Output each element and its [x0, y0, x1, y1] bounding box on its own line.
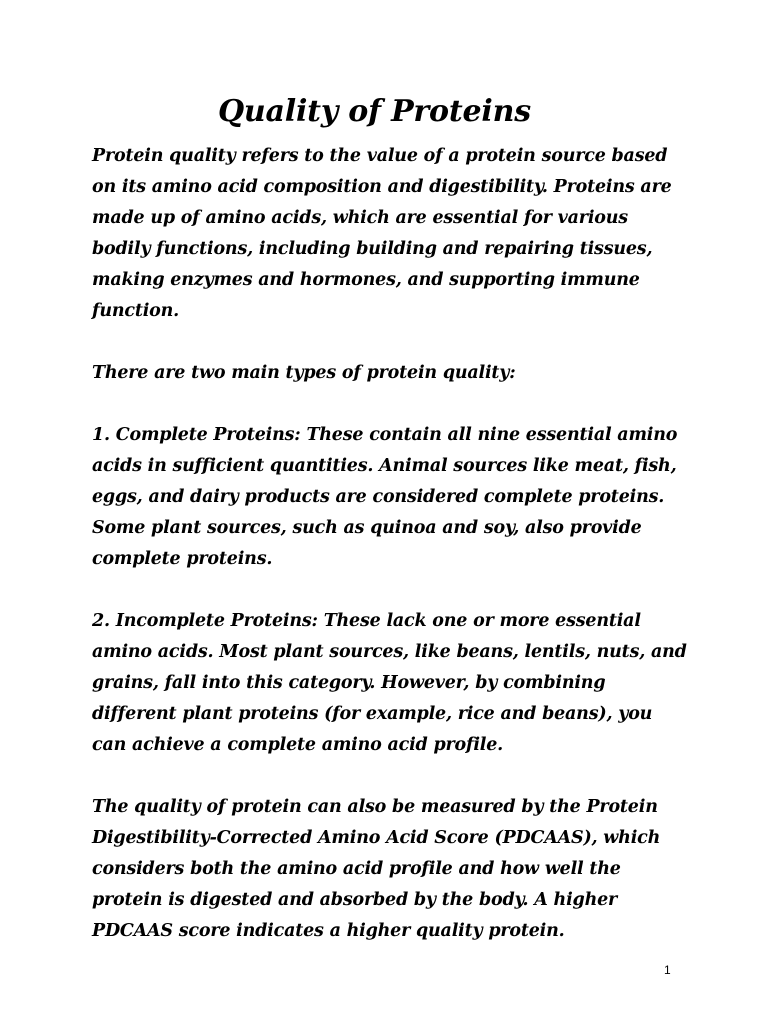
document-title: Quality of Proteins — [218, 94, 531, 129]
types-heading-paragraph: There are two main types of protein quality: — [92, 363, 516, 383]
document-body — [92, 141, 692, 978]
complete-proteins-paragraph: 1. Complete Proteins: These contain all nine essential amino acids in sufficient quantities. Animal sources like meat, fish, eggs, and dairy products are considered complete proteins. Some plant sources, such as quinoa and soy, also provide complete proteins. — [92, 425, 678, 569]
incomplete-proteins-paragraph: 2. Incomplete Proteins: These lack one or more essential amino acids. Most plant sources, like beans, lentils, nuts, and grains, fall into this category. However, by combining different plant proteins (for example, rice and beans), you can achieve a complete amino acid profile. — [92, 611, 687, 755]
intro-paragraph: Protein quality refers to the value of a protein source based on its amino acid composition and digestibility. Proteins are made up of amino acids, which are essential for various bodily functions, including building and repairing tissues, making enzymes and hormones, and supporting immune function. — [92, 146, 672, 321]
pdcaas-paragraph: The quality of protein can also be measured by the Protein Digestibility-Corrected Amino Acid Score (PDCAAS), which considers both the amino acid profile and how well the protein is digested and absorbed by the body. A higher PDCAAS score indicates a higher quality protein. — [92, 797, 661, 941]
page-number: 1 — [664, 963, 671, 977]
